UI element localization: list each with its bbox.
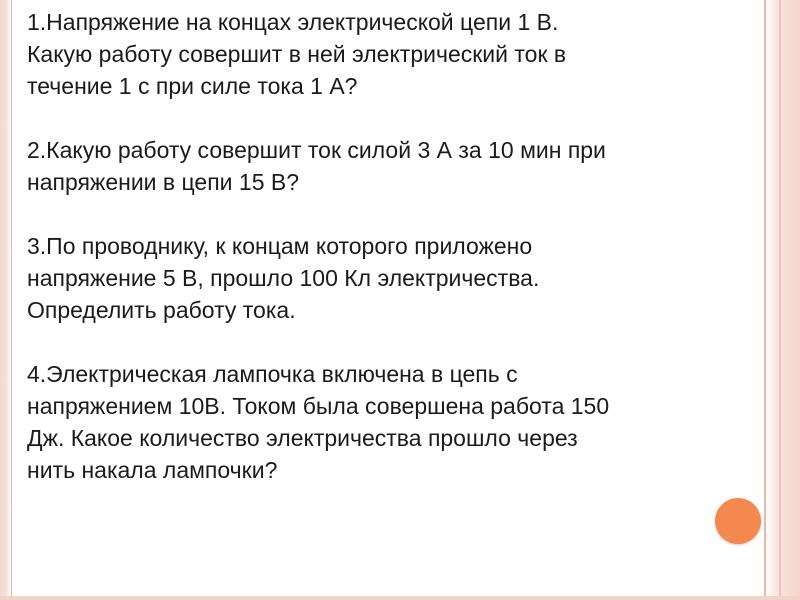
decorative-orange-circle bbox=[715, 498, 761, 544]
problem-2 bbox=[27, 134, 762, 198]
problem-2-line-2: напряжении в цепи 15 В? bbox=[27, 169, 300, 195]
problem-1 bbox=[27, 6, 762, 102]
problem-4-line-2: напряжением 10В. Током была совершена работа 150 bbox=[27, 393, 610, 419]
problems-text bbox=[27, 6, 762, 518]
problem-1-line-1: 1.Напряжение на концах электрической цепи 1 В. bbox=[27, 9, 559, 35]
right-frame-border bbox=[764, 0, 800, 600]
problem-4 bbox=[27, 358, 762, 486]
problem-3-line-1: 3.По проводнику, к концам которого приложено bbox=[27, 233, 533, 259]
problem-4-line-4: нить накала лампочки? bbox=[27, 457, 278, 483]
problem-3-line-2: напряжение 5 В, прошло 100 Кл электричества. bbox=[27, 265, 540, 291]
problem-3 bbox=[27, 230, 762, 326]
problem-1-line-2: Какую работу совершит в ней электрический ток в bbox=[27, 41, 567, 67]
right-frame-line bbox=[779, 0, 781, 600]
problem-4-line-3: Дж. Какое количество электричества прошло через bbox=[27, 425, 578, 451]
problem-2-line-1: 2.Какую работу совершит ток силой 3 А за 10 мин при bbox=[27, 137, 606, 163]
problem-3-line-3: Определить работу тока. bbox=[27, 297, 296, 323]
problem-4-line-1: 4.Электрическая лампочка включена в цепь с bbox=[27, 361, 518, 387]
problem-1-line-3: течение 1 с при силе тока 1 А? bbox=[27, 73, 358, 99]
bottom-frame-border bbox=[0, 596, 800, 600]
left-frame-border bbox=[0, 0, 12, 600]
